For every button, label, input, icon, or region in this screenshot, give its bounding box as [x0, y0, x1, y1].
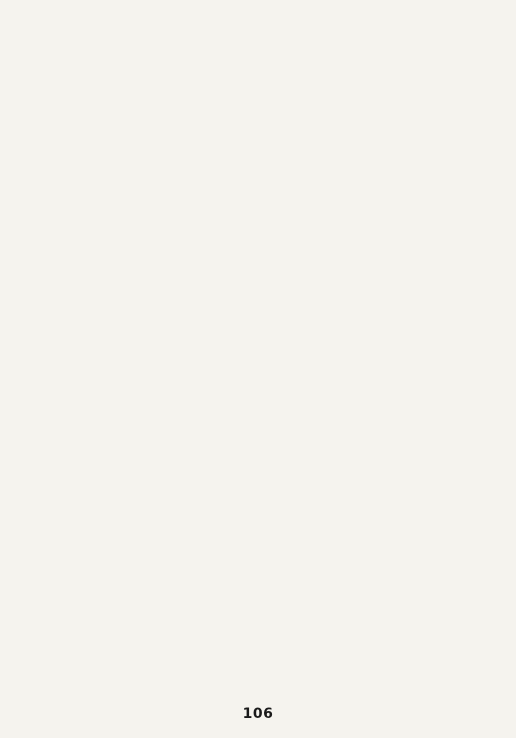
lower-text-block: [20, 340, 496, 690]
page-number: 106: [242, 706, 274, 722]
upper-text-block: [20, 26, 496, 326]
